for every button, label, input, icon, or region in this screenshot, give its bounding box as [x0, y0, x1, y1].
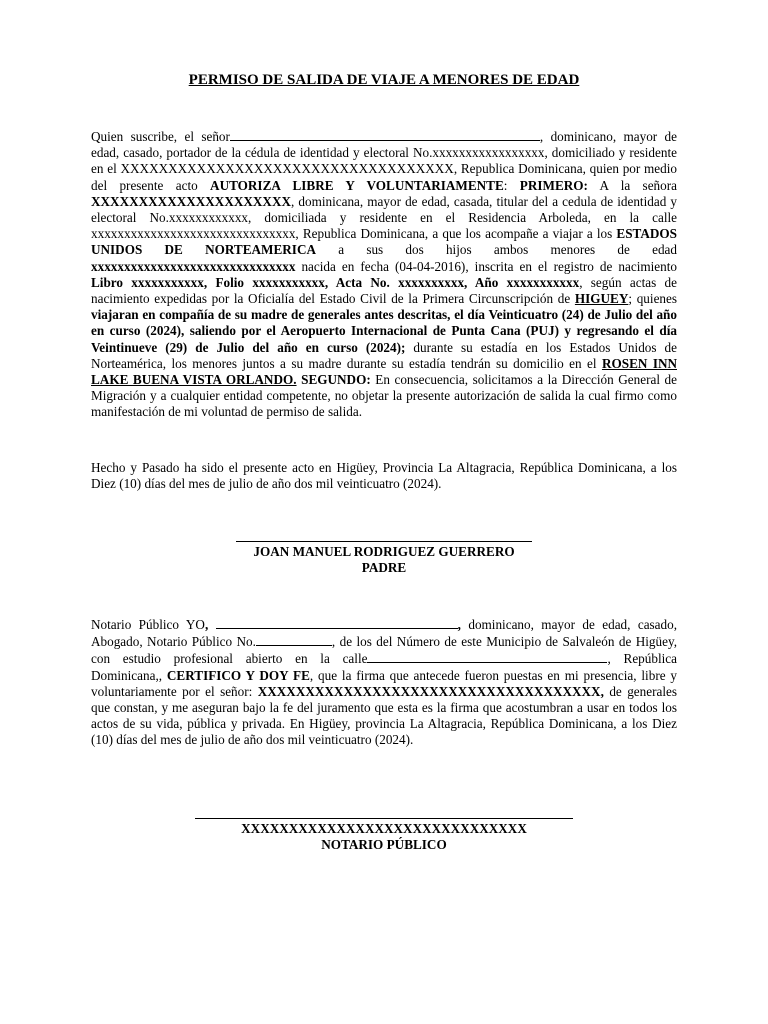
birth-record: Libro xxxxxxxxxxx, Folio xxxxxxxxxxx, Acta No. xxxxxxxxxx, Año xxxxxxxxxxx	[91, 274, 580, 290]
text-run: , dominicana, mayor de edad, casada, titular del a cedula de identidad y electoral No.xxxxxxxxxxxx, domiciliada y residente en el Residencia Arboleda, en la calle xxxxxxxxxxxxxxxxxxxxxxxxxxxxxxx, Republica Dominicana, a que los acompañe a viajar a los	[91, 193, 677, 242]
document-title: PERMISO DE SALIDA DE VIAJE A MENORES DE EDAD	[188, 72, 580, 88]
notary-number-blank	[256, 633, 332, 646]
text-run: ,	[457, 617, 461, 632]
signer-role: PADRE	[361, 560, 407, 575]
signature-line	[195, 818, 573, 819]
text-run: :	[503, 177, 520, 193]
clause-second-label: SEGUNDO:	[301, 372, 371, 388]
signer-name: JOAN MANUEL RODRIGUEZ GUERRERO	[253, 544, 515, 559]
text-run: de generales que constan, y me aseguran bajo la fe del juramento que esta es la firma que acostumbran a usar en todos los actos de su vida, pública y privada. En Higüey, provincia La Altagracia, República Dominicana, a los Diez (10) días del mes de julio de año dos mil veinticuatro (2024).	[91, 683, 677, 748]
street-blank	[367, 650, 607, 663]
lodging-name: ROSEN INN LAKE BUENA VISTA ORLANDO.	[91, 355, 677, 388]
text-run: A la señora	[587, 177, 677, 193]
signer-signature-block	[0, 541, 768, 576]
text-run: , según actas de nacimiento expedidas por la Oficialía del Estado Civil de la Primera Circunscripción de	[91, 274, 677, 307]
text-run: dominicano, mayor de edad, casado, Abogado, Notario Público No.	[91, 617, 678, 650]
text-run: nacida en fecha (04-04-2016), inscrita en el registro de nacimiento	[295, 258, 677, 274]
notary-name-blank	[216, 616, 458, 629]
text-run: , dominicano, mayor de edad, casado, portador de la cédula de identidad y electoral No.xxxxxxxxxxxxxxxxx, domiciliado y residente en el XXXXXXXXXXXXXXXXXXXXXXXXXXXXXXXXXXX, Republica Dominicana, quien por medio del presente acto	[91, 129, 677, 193]
authorization-paragraph	[91, 128, 677, 421]
text-run: , República Dominicana,,	[91, 651, 677, 683]
notary-name: XXXXXXXXXXXXXXXXXXXXXXXXXXXXXX	[241, 821, 527, 836]
text-run: a sus dos hijos ambos menores de edad	[316, 242, 677, 258]
notary-signature-block	[0, 818, 768, 853]
notary-paragraph	[91, 616, 677, 749]
text-run: ; quienes	[628, 291, 677, 307]
text-run: Quien suscribe, el señor	[91, 129, 230, 144]
signature-line	[236, 541, 532, 542]
text-run: En consecuencia, solicitamos a la Dirección General de Migración y a cualquier entidad competente, no objetar la presente autorización de salida la cual firmo como manifestación de mi voluntad de permiso de salida.	[91, 372, 678, 420]
signer-placeholder: XXXXXXXXXXXXXXXXXXXXXXXXXXXXXXXXXXXX,	[257, 683, 604, 699]
mother-name: XXXXXXXXXXXXXXXXXXXXX	[91, 193, 291, 209]
notary-role: NOTARIO PÚBLICO	[321, 837, 447, 852]
signer-name-blank	[230, 128, 540, 141]
text-run: , de los del Número de este Municipio de Salvaleón de Higüey, con estudio profesional abierto en la calle	[91, 634, 677, 667]
clause-first-label: PRIMERO:	[519, 177, 588, 193]
closing-paragraph: Hecho y Pasado ha sido el presente acto en Higüey, Provincia La Altagracia, República Dominicana, a los Diez (10) días del mes de julio de año dos mil veinticuatro (2024).	[91, 460, 677, 492]
authorization-phrase: AUTORIZA LIBRE Y VOLUNTARIAMENTE	[210, 177, 504, 193]
destination-country: ESTADOS UNIDOS DE NORTEAMERICA	[91, 226, 677, 258]
text-run: Notario Público YO	[91, 617, 205, 632]
circumscription-name: HIGUEY	[574, 291, 629, 307]
travel-details: viajaran en compañía de su madre de generales antes descritas, el día Veinticuatro (24) de Julio del año en curso (2024), saliendo por el Aeropuerto Internacional de Punta Cana (PUJ) y regresando el día Veintinueve (29) de Julio del año en curso (2024);	[91, 307, 677, 355]
text-run: durante su estadía en los Estados Unidos de Norteamérica, los menores juntos a su madre durante su estadía tendrán su domicilio en el	[91, 339, 677, 371]
minor-name: xxxxxxxxxxxxxxxxxxxxxxxxxxxxxxx	[91, 258, 296, 274]
certification-phrase: CERTIFICO Y DOY FE	[166, 667, 310, 683]
text-run: ,	[204, 617, 216, 632]
text-run: , que la firma que antecede fueron puestas en mi presencia, libre y voluntariamente por el señor:	[91, 667, 677, 699]
